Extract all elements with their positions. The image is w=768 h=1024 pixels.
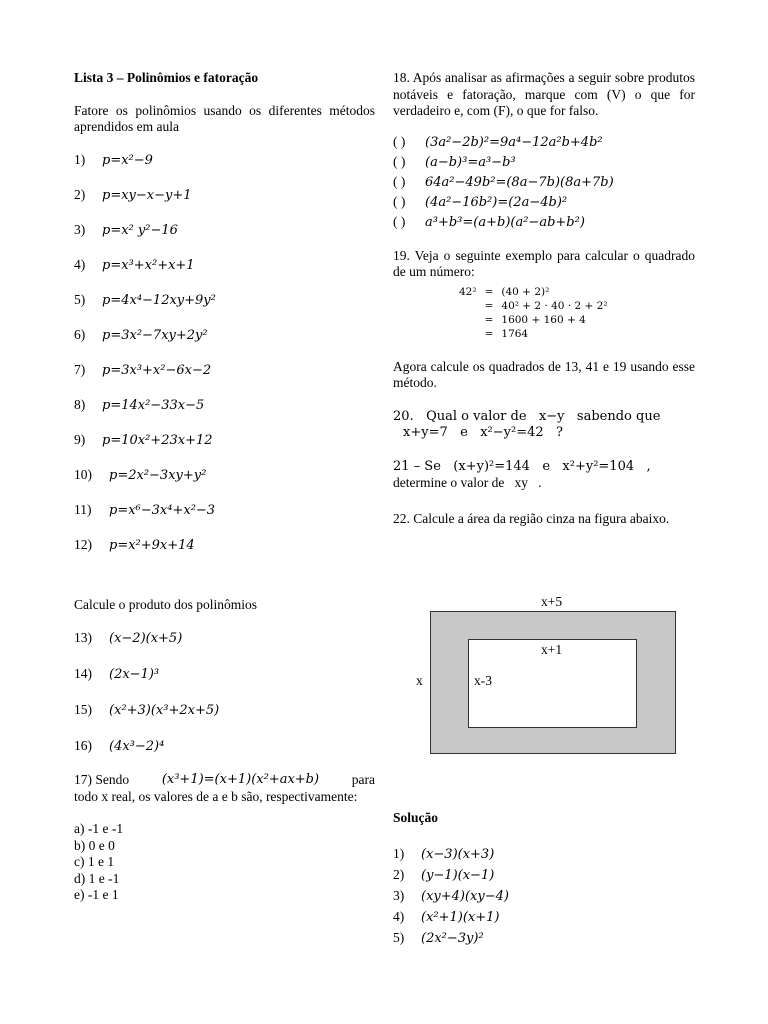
question-19-text: 19. Veja o seguinte exemplo para calcular o quadrado de um número: bbox=[393, 247, 695, 279]
q17-text: todo x real, os valores de a e b são, respectivamente: bbox=[74, 788, 358, 804]
solution-title: Solução bbox=[393, 810, 439, 825]
option-c: c) 1 e 1 bbox=[74, 854, 115, 869]
page-title: Lista 3 – Polinômios e fatoração bbox=[74, 70, 259, 85]
q17-options bbox=[74, 821, 375, 904]
option-a: a) -1 e -1 bbox=[74, 821, 124, 836]
solution-item: 4) (x²+1)(x+1) bbox=[393, 908, 500, 925]
list-item: 9) p=10x²+23x+12 bbox=[74, 431, 213, 448]
inner-left-label: x-3 bbox=[474, 673, 492, 688]
list-item: 4) p=x³+x²+x+1 bbox=[74, 256, 195, 273]
list-item: 3) p=x² y²−16 bbox=[74, 221, 178, 238]
question-17: 17) Sendo (x³+1)=(x+1)(x²+ax+b) para todo x real, os valores de a e b são, respectivamente: a) -1 e -1 b) 0 e 0 c) 1 e 1 d) 1 e -1 e) -1 e 1 bbox=[74, 772, 375, 902]
list-item: 10) p=2x²−3xy+y² bbox=[74, 466, 207, 483]
solution-item: 1) (x−3)(x+3) bbox=[393, 845, 495, 862]
solution-section bbox=[393, 810, 695, 949]
solution-item: 2) (y−1)(x−1) bbox=[393, 866, 495, 883]
q18-statements bbox=[393, 132, 695, 232]
solution-item: 3) (xy+4)(xy−4) bbox=[393, 887, 509, 904]
list-item: 6) p=3x²−7xy+2y² bbox=[74, 326, 208, 343]
product-list bbox=[74, 630, 375, 774]
square-example: 42² = (40 + 2)² = 40² + 2 · 40 · 2 + 2² = 1600 + 160 + 4 = 1764 bbox=[459, 285, 608, 340]
question-19-instruction: Agora calcule os quadrados de 13, 41 e 19 usando esse método. bbox=[393, 358, 695, 390]
outer-top-label: x+5 bbox=[541, 594, 563, 609]
option-d: d) 1 e -1 bbox=[74, 870, 120, 886]
list-item: 11) p=x⁶−3x⁴+x²−3 bbox=[74, 501, 216, 518]
left-column bbox=[74, 70, 375, 904]
option-e: e) -1 e 1 bbox=[74, 887, 119, 902]
list-item: 12) p=x²+9x+14 bbox=[74, 536, 195, 553]
list-item: 5) p=4x⁴−12xy+9y² bbox=[74, 291, 216, 308]
list-item: 13) (x−2)(x+5) bbox=[74, 630, 183, 646]
factor-list bbox=[74, 152, 375, 572]
option-b: b) 0 e 0 bbox=[74, 837, 115, 853]
list-item: 7) p=3x³+x²−6x−2 bbox=[74, 361, 212, 378]
list-item: 14) (2x−1)³ bbox=[74, 666, 160, 682]
list-item: 2) p=xy−x−y+1 bbox=[74, 186, 192, 203]
list-item: 15) (x²+3)(x³+2x+5) bbox=[74, 702, 220, 718]
solution-list bbox=[393, 844, 695, 949]
list-item: 8) p=14x²−33x−5 bbox=[74, 396, 205, 413]
statement-item: ( ) (a−b)³=a³−b³ bbox=[393, 153, 516, 170]
outer-left-label: x bbox=[416, 673, 423, 688]
statement-item: ( ) (4a²−16b²)=(2a−4b)² bbox=[393, 193, 568, 210]
question-20: 20. Qual o valor de x−y sabendo que x+y=7 e x²−y²=42 ? bbox=[393, 408, 661, 440]
statement-item: ( ) a³+b³=(a+b)(a²−ab+b²) bbox=[393, 213, 585, 230]
intro-text: Fatore os polinômios usando os diferentes métodos aprendidos em aula bbox=[74, 102, 375, 134]
statement-item: ( ) 64a²−49b²=(8a−7b)(8a+7b) bbox=[393, 173, 614, 190]
question-18-text: 18. Após analisar as afirmações a seguir sobre produtos notáveis e fatoração, marque com (V) o que for verdadeiro e, com (F), o que for falso. bbox=[393, 70, 695, 118]
solution-item: 5) (2x²−3y)² bbox=[393, 929, 484, 946]
list-item: 1) p=x²−9 bbox=[74, 151, 153, 168]
question-22-text: 22. Calcule a área da região cinza na figura abaixo. bbox=[393, 510, 670, 526]
statement-item: ( ) (3a²−2b)²=9a⁴−12a²b+4b² bbox=[393, 133, 603, 150]
product-heading: Calcule o produto dos polinômios bbox=[74, 596, 257, 612]
question-21: 21 – Se (x+y)²=144 e x²+y²=104 , determine o valor de xy . bbox=[393, 458, 651, 490]
inner-top-label: x+1 bbox=[541, 642, 563, 657]
right-column bbox=[393, 70, 695, 528]
list-item: 16) (4x³−2)⁴ bbox=[74, 738, 165, 754]
